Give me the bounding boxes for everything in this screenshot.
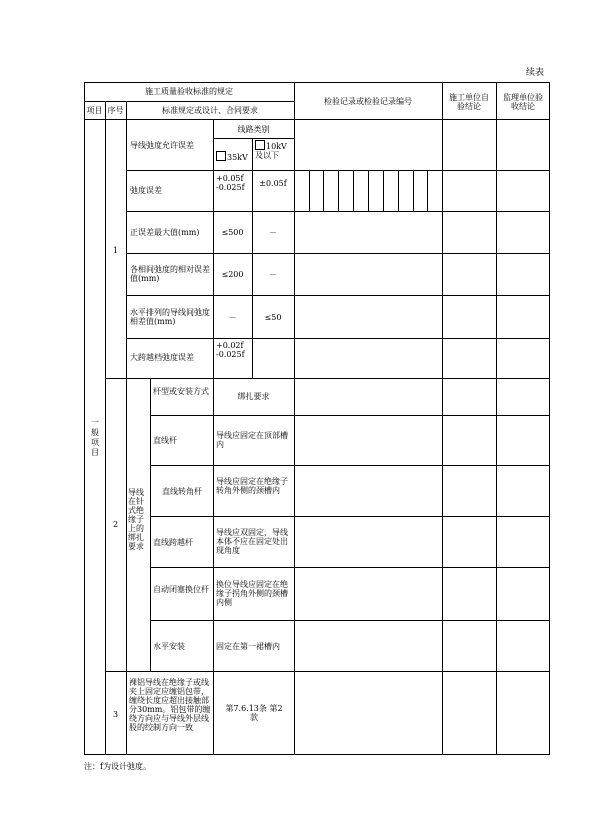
checkbox-10kv[interactable] — [255, 140, 265, 150]
row3-seq: 3 — [112, 710, 119, 719]
pole-type-item: 水平安装 — [153, 642, 185, 651]
col-seq-header: 序号 — [107, 106, 124, 115]
col-standard-header: 标准规定或设计、合同要求 — [162, 106, 258, 115]
positive-max-10kv: － — [269, 228, 277, 237]
horizontal-diff-35kv: － — [228, 313, 237, 322]
option-10kv[interactable] — [255, 140, 294, 160]
col-item-header: 项目 — [86, 106, 103, 115]
checkbox-35kv[interactable] — [216, 151, 226, 161]
pole-type-item: 直线转角杆 — [162, 487, 202, 496]
long-span-label: 大跨越档弛度误差 — [130, 353, 194, 362]
pole-type-item: 自动闭塞换位杆 — [153, 585, 209, 594]
option-35kv[interactable] — [216, 151, 252, 162]
binding-req-item: 导线应固定在顶部槽内 — [216, 431, 288, 449]
line-class-label: 线路类别 — [237, 125, 270, 134]
phase-diff-10kv: － — [269, 270, 277, 279]
phase-diff-35kv: ≤200 — [221, 270, 244, 279]
row1-seq: 1 — [112, 246, 119, 255]
standard-group-title: 施工质量验收标准的规定 — [145, 87, 233, 96]
binding-req-item: 导线应双固定，导线本体不应在固定处出现角度 — [216, 528, 288, 555]
long-span-35kv: +0.02f -0.025f — [216, 341, 245, 359]
binding-req-item: 换位导线应固定在绝缘子拐角外侧的颈槽内侧 — [216, 580, 288, 607]
row2-seq: 2 — [112, 520, 119, 529]
positive-max-35kv: ≤500 — [221, 228, 244, 237]
positive-max-label: 正误差最大值(mm) — [130, 228, 200, 237]
phase-diff-label: 各相间弛度的相对误差值(mm) — [130, 265, 210, 283]
sag-error-label: 弛度误差 — [130, 186, 162, 195]
binding-group-label: 导线在针式绝缘子上的绑扎要求 — [128, 488, 144, 551]
horizontal-diff-10kv: ≤50 — [264, 313, 282, 322]
footnote: 注：f为设计弛度。 — [84, 762, 151, 771]
row3-reference: 第7.6.13条 第2款 — [225, 704, 283, 722]
sag-error-35kv: +0.05f -0.025f — [216, 174, 245, 192]
section-label: 一般项目 — [91, 418, 99, 457]
pole-type-item: 直线跨越杆 — [153, 538, 193, 547]
option-35kv-label: 35kV — [227, 153, 248, 162]
binding-req-item: 导线应固定在绝缘子转角外侧的颈槽内 — [216, 477, 288, 495]
binding-req-item: 固定在第一裙槽内 — [216, 642, 280, 651]
binding-header: 绑扎要求 — [237, 392, 270, 401]
sag-error-10kv: ±0.05f — [259, 179, 287, 188]
option-10kv-label: 10kV及以下 — [255, 142, 287, 160]
continued-label: 续表 — [526, 68, 545, 78]
col-constructor-header: 施工单位自验结论 — [449, 93, 489, 111]
horizontal-diff-label: 水平排列的导线间弛度相差值(mm) — [130, 308, 210, 326]
pole-type-item: 直线杆 — [153, 436, 177, 445]
row3-description: 裸铝导线在绝缘子或线夹上固定应缠铝包带，缠绕长度应超出接触部分30mm。铝包带的缠绕方向应与导线外层线股的绞制方向一致 — [129, 678, 211, 732]
pole-type-header: 杆型或安装方式 — [153, 387, 209, 396]
col-supervisor-header: 监理单位验收结论 — [503, 93, 543, 111]
col-record-header: 检验记录或检验记录编号 — [324, 97, 412, 106]
sag-tolerance-label: 导线弛度允许误差 — [130, 141, 194, 150]
